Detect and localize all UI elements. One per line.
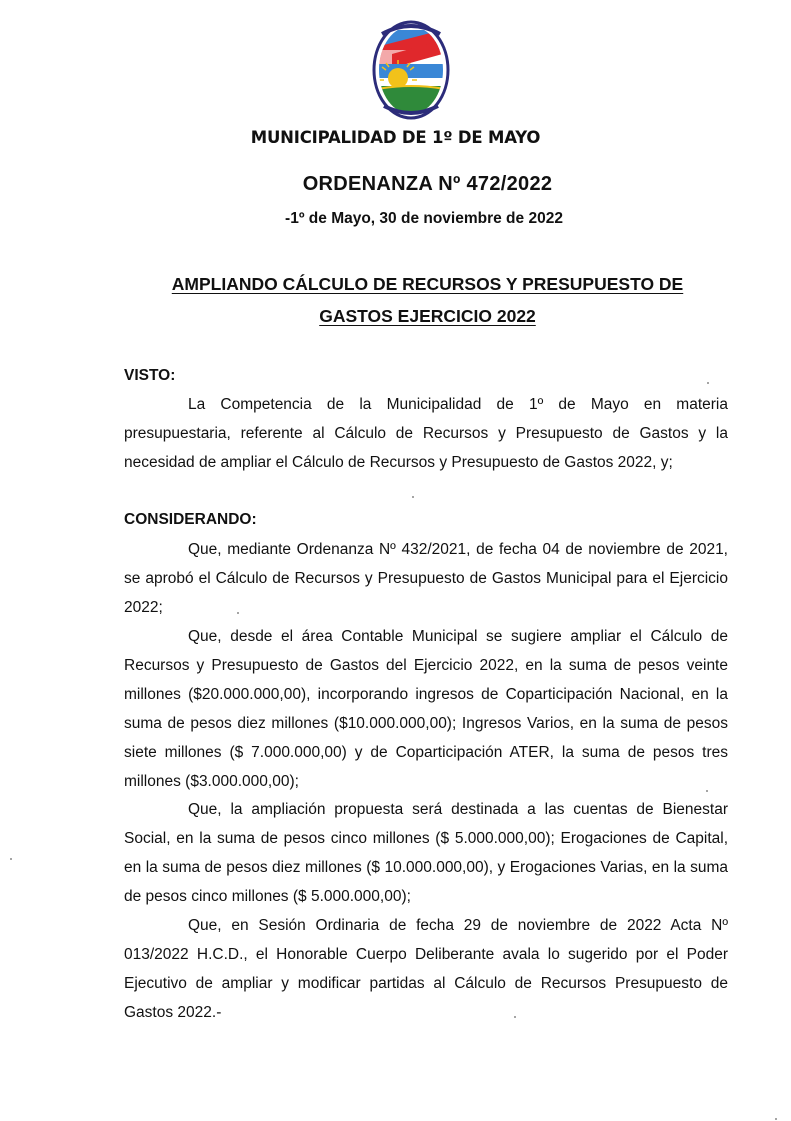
municipality-name: MUNICIPALIDAD DE 1º DE MAYO — [250, 128, 541, 147]
title-line-1: AMPLIANDO CÁLCULO DE RECURSOS Y PRESUPUESTO DE — [171, 274, 684, 294]
document-title — [100, 268, 755, 332]
municipal-seal-icon — [372, 20, 450, 120]
considerando-paragraph: Que, mediante Ordenanza Nº 432/2021, de fecha 04 de noviembre de 2021, se aprobó el Cálculo de Recursos y Presupuesto de Gastos Municipal para el Ejercicio 2022; — [124, 541, 728, 616]
scan-speck — [514, 1016, 516, 1018]
scan-speck — [10, 858, 12, 860]
visto-paragraph: La Competencia de la Municipalidad de 1º de Mayo en materia presupuestaria, referente al Cálculo de Recursos y Presupuesto de Gastos y la necesidad de ampliar el Cálculo de Recursos y Presupuesto de Gastos 2022, y; — [124, 396, 728, 471]
considerando-paragraph: Que, en Sesión Ordinaria de fecha 29 de noviembre de 2022 Acta Nº 013/2022 H.C.D., el Honorable Cuerpo Deliberante avala lo sugerido por el Poder Ejecutivo de ampliar y modificar partidas al Cálculo de Recursos Presupuesto de Gastos 2022.- — [124, 917, 728, 1021]
scan-speck — [775, 1118, 777, 1120]
considerando-paragraph: Que, desde el área Contable Municipal se sugiere ampliar el Cálculo de Recursos y Presupuesto de Gastos del Ejercicio 2022, en la suma de pesos veinte millones ($20.000.000,00), incorporando ingresos de Coparticipación Nacional, en la suma de pesos diez millones ($10.000.000,00); Ingresos Varios, en la suma de pesos siete millones ($ 7.000.000,00) y de Coparticipación ATER, la suma de pesos tres millones ($3.000.000,00); — [124, 628, 728, 790]
title-line-2: GASTOS EJERCICIO 2022 — [319, 306, 536, 326]
scan-speck — [237, 612, 239, 614]
considerando-paragraph: Que, la ampliación propuesta será destinada a las cuentas de Bienestar Social, en la suma de pesos cinco millones ($ 5.000.000,00); Erogaciones de Capital, en la suma de pesos diez millones ($ 10.000.000,00), y Erogaciones Varias, en la suma de pesos cinco millones ($ 5.000.000,00); — [124, 801, 728, 905]
visto-heading: VISTO: — [124, 367, 176, 384]
scan-speck — [706, 790, 708, 792]
ordinance-number: ORDENANZA Nº 472/2022 — [302, 173, 553, 195]
scan-speck — [707, 382, 709, 384]
scan-speck — [412, 496, 414, 498]
date-line: -1º de Mayo, 30 de noviembre de 2022 — [285, 210, 563, 227]
considerando-heading: CONSIDERANDO: — [124, 511, 257, 528]
